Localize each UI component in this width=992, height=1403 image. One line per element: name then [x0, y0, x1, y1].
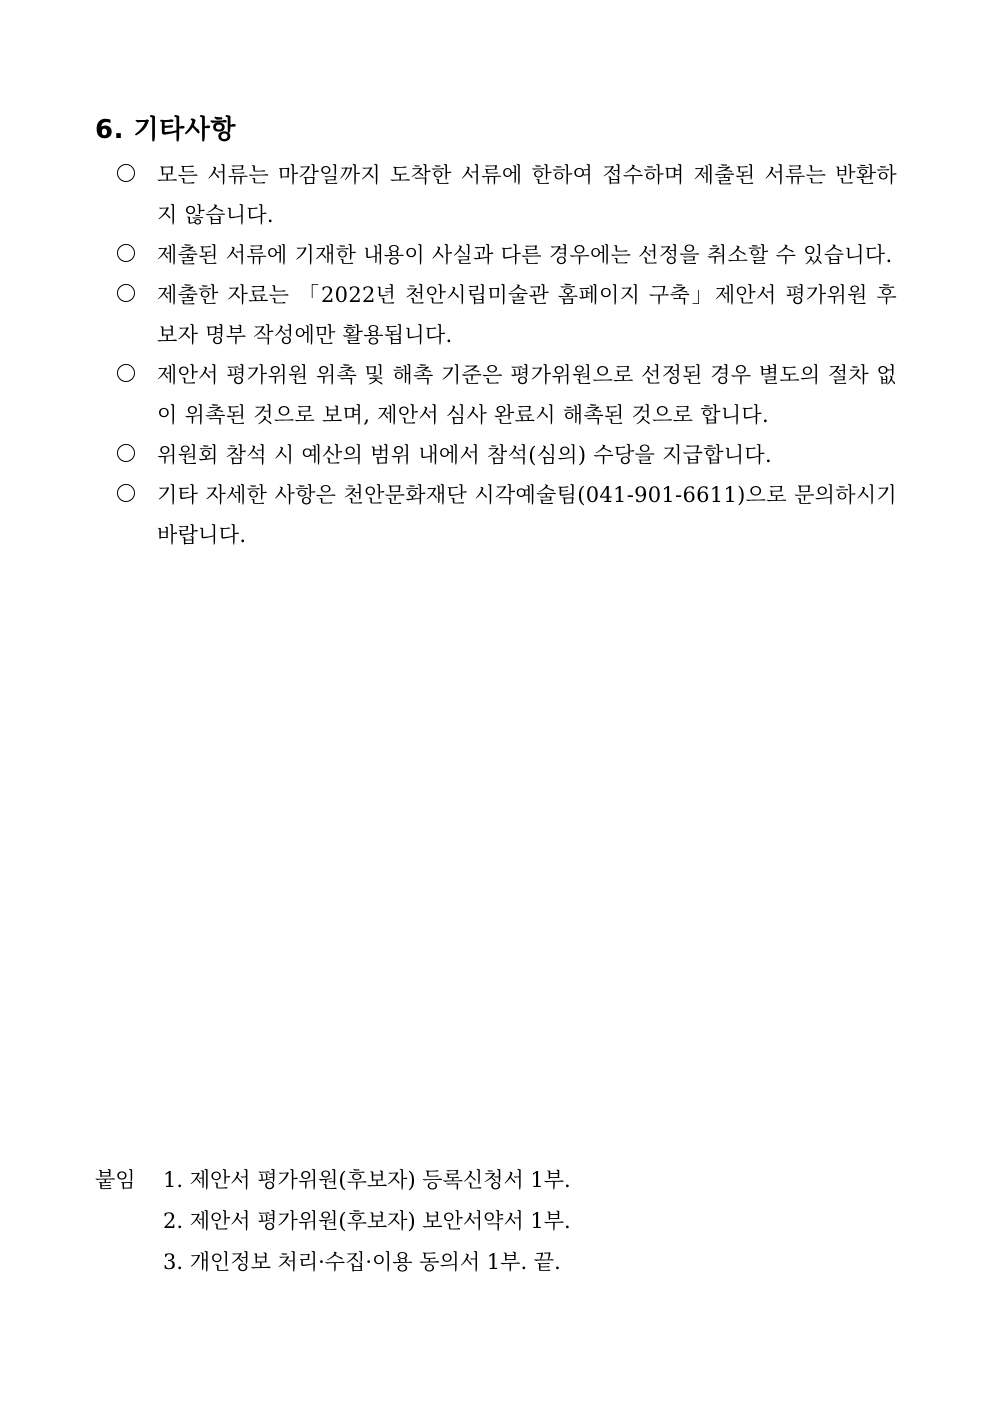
circle-bullet-icon: [117, 444, 135, 462]
circle-bullet-icon: [117, 484, 135, 502]
list-item-text: 제출된 서류에 기재한 내용이 사실과 다른 경우에는 선정을 취소할 수 있습니다.: [157, 243, 893, 267]
list-item: [117, 275, 897, 355]
attachment-item: 1. 제안서 평가위원(후보자) 등록신청서 1부.: [163, 1168, 571, 1192]
attachment-item: 2. 제안서 평가위원(후보자) 보안서약서 1부.: [163, 1209, 571, 1233]
list-item-text: 제안서 평가위원 위촉 및 해촉 기준은 평가위원으로 선정된 경우 별도의 절차 없이 위촉된 것으로 보며, 제안서 심사 완료시 해촉된 것으로 합니다.: [157, 363, 897, 427]
list-item: [117, 235, 897, 275]
notice-list: [117, 155, 897, 555]
list-item: [117, 355, 897, 435]
list-item-text: 기타 자세한 사항은 천안문화재단 시각예술팀(041-901-6611)으로 문의하시기 바랍니다.: [157, 483, 897, 547]
attachment-item: 3. 개인정보 처리·수집·이용 동의서 1부. 끝.: [163, 1250, 561, 1274]
attachment-row: [95, 1242, 795, 1283]
section-heading: 6. 기타사항: [95, 115, 236, 145]
circle-bullet-icon: [117, 164, 135, 182]
list-item-text: 모든 서류는 마감일까지 도착한 서류에 한하여 접수하며 제출된 서류는 반환하지 않습니다.: [157, 163, 897, 227]
list-item-text: 제출한 자료는 「2022년 천안시립미술관 홈페이지 구축」제안서 평가위원 후보자 명부 작성에만 활용됩니다.: [157, 283, 897, 347]
circle-bullet-icon: [117, 364, 135, 382]
circle-bullet-icon: [117, 244, 135, 262]
list-item-text: 위원회 참석 시 예산의 범위 내에서 참석(심의) 수당을 지급합니다.: [157, 443, 772, 467]
attachments-section: [95, 1160, 795, 1283]
circle-bullet-icon: [117, 284, 135, 302]
attachments-label: 붙임: [95, 1168, 136, 1192]
list-item: [117, 475, 897, 555]
attachment-row: [95, 1201, 795, 1242]
attachment-row: [95, 1160, 795, 1201]
list-item: [117, 435, 897, 475]
list-item: [117, 155, 897, 235]
